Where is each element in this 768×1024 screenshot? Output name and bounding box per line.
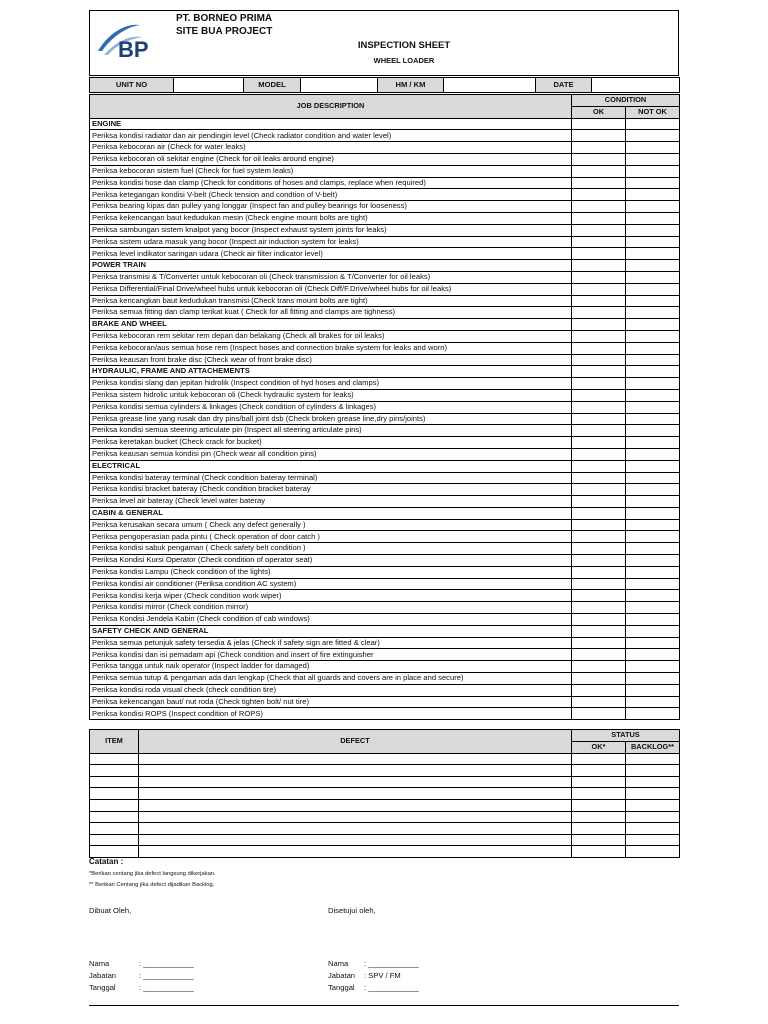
not-ok-cell[interactable] — [626, 283, 680, 295]
header-box — [89, 10, 679, 76]
ok-cell[interactable] — [572, 614, 626, 626]
note-1: *Berikan centang jika defect langsung dikerjakan. — [89, 871, 216, 877]
table-row — [90, 661, 680, 673]
section-row — [90, 625, 680, 637]
job-description: Periksa semua tutup & pengaman ada dan lengkap (Check that all guards and covers are in place and secure) — [90, 673, 572, 685]
ok-cell[interactable] — [572, 602, 626, 614]
not-ok-cell — [626, 260, 680, 272]
not-ok-cell[interactable] — [626, 142, 680, 154]
job-description: Periksa kondisi bracket bateray (Check condition bracket bateray — [90, 484, 572, 496]
not-ok-cell[interactable] — [626, 413, 680, 425]
made-by-label: Dibuat Oleh, — [89, 906, 132, 915]
notes-section — [89, 857, 216, 891]
left-tanggal-label: Tanggal — [89, 983, 116, 992]
section-title: SAFETY CHECK AND GENERAL — [90, 625, 572, 637]
table-row — [90, 153, 680, 165]
table-row — [90, 543, 680, 555]
section-row — [90, 507, 680, 519]
notes-label: Catatan : — [89, 857, 124, 866]
hm-km-label: HM / KM — [378, 78, 444, 93]
not-ok-cell[interactable] — [626, 590, 680, 602]
table-row — [90, 389, 680, 401]
job-description: Periksa semua fitting dan clamp terikat kuat ( Check for all fitting and clamps are tighness) — [90, 307, 572, 319]
status-header: STATUS — [572, 730, 680, 742]
table-row — [90, 673, 680, 685]
table-row — [90, 649, 680, 661]
table-row — [90, 295, 680, 307]
ok-cell[interactable] — [572, 555, 626, 567]
table-row — [90, 212, 680, 224]
not-ok-cell[interactable] — [626, 684, 680, 696]
ok-cell[interactable] — [572, 248, 626, 260]
not-ok-cell — [626, 625, 680, 637]
right-tanggal-field[interactable]: : ____________ — [364, 983, 419, 992]
job-description: Periksa kencangkan baut kedudukan transmisi (Check trans mount bolts are tight) — [90, 295, 572, 307]
table-row — [90, 519, 680, 531]
table-row — [90, 425, 680, 437]
not-ok-cell[interactable] — [626, 189, 680, 201]
table-row — [90, 307, 680, 319]
job-description: Periksa kekencangan baut/ nut roda (Check tighten bolt/ nut tire) — [90, 696, 572, 708]
ok-cell — [572, 118, 626, 130]
right-tanggal-label: Tanggal — [328, 983, 355, 992]
not-ok-cell — [626, 366, 680, 378]
section-row — [90, 319, 680, 331]
right-jabatan-label: Jabatan — [328, 971, 356, 980]
table-row — [90, 776, 680, 788]
not-ok-cell[interactable] — [626, 614, 680, 626]
table-row — [90, 189, 680, 201]
table-row — [90, 834, 680, 846]
job-description: Periksa keausan front brake disc (Check wear of front brake disc) — [90, 354, 572, 366]
not-ok-cell[interactable] — [626, 425, 680, 437]
job-description: Periksa level indikator saringan udara (Check air filter indicator level) — [90, 248, 572, 260]
job-description: Periksa Kondisi Jendela Kabin (Check condition of cab windows) — [90, 614, 572, 626]
unit-no-field[interactable] — [174, 78, 244, 93]
left-signature-block — [89, 958, 194, 994]
date-field[interactable] — [592, 78, 680, 93]
defect-table — [89, 729, 680, 858]
not-ok-cell[interactable] — [626, 401, 680, 413]
defect-rows — [90, 753, 680, 857]
condition-header: CONDITION — [572, 95, 680, 107]
not-ok-cell[interactable] — [626, 248, 680, 260]
table-row — [90, 684, 680, 696]
job-description: Periksa kondisi ROPS (Inspect condition of ROPS) — [90, 708, 572, 720]
ok-cell — [572, 460, 626, 472]
not-ok-cell[interactable] — [626, 354, 680, 366]
job-description: Periksa bearing kipas dan pulley yang longgar (Inspect fan and pulley bearings for looseness) — [90, 201, 572, 213]
section-title: ELECTRICAL — [90, 460, 572, 472]
job-description: Periksa kondisi dan isi pemadam api (Check condition and insert of fire extinguisher — [90, 649, 572, 661]
right-jabatan-field[interactable]: : SPV / FM — [364, 971, 401, 980]
left-jabatan-field[interactable]: : ____________ — [139, 971, 194, 980]
job-description: Periksa kondisi semua steering articulate pin (Inspect all steering articulate pins) — [90, 425, 572, 437]
table-row — [90, 130, 680, 142]
table-row — [90, 823, 680, 835]
table-row — [90, 437, 680, 449]
table-row — [90, 614, 680, 626]
ok-cell[interactable] — [572, 153, 626, 165]
table-row — [90, 401, 680, 413]
table-row — [90, 696, 680, 708]
table-row — [90, 248, 680, 260]
ok-cell[interactable] — [572, 283, 626, 295]
table-row — [90, 531, 680, 543]
job-description: Periksa kondisi roda visual check (check condition tire) — [90, 684, 572, 696]
ok-cell[interactable] — [572, 342, 626, 354]
table-row — [90, 590, 680, 602]
job-description: Periksa semua petunjuk safety tersedia & jelas (Check if safety sign are fitted & clear) — [90, 637, 572, 649]
ok-cell[interactable] — [572, 543, 626, 555]
defect-header: DEFECT — [139, 730, 572, 754]
left-jabatan-label: Jabatan — [89, 971, 117, 980]
table-row — [90, 799, 680, 811]
unit-no-label: UNIT NO — [90, 78, 174, 93]
job-description: Periksa kerusakan secara umum ( Check any defect generally ) — [90, 519, 572, 531]
not-ok-cell[interactable] — [626, 708, 680, 720]
ok-cell[interactable] — [572, 519, 626, 531]
ok-cell[interactable] — [572, 189, 626, 201]
not-ok-cell[interactable] — [626, 531, 680, 543]
table-row — [90, 165, 680, 177]
job-description: Periksa kondisi air conditioner (Periksa condition AC system) — [90, 578, 572, 590]
table-row — [90, 555, 680, 567]
job-description: Periksa kondisi bateray terminal (Check condition bateray terminal) — [90, 472, 572, 484]
job-rows — [90, 118, 680, 720]
section-row — [90, 366, 680, 378]
ok-cell[interactable] — [572, 484, 626, 496]
table-row — [90, 413, 680, 425]
section-row — [90, 260, 680, 272]
ok-cell[interactable] — [572, 413, 626, 425]
ok-cell[interactable] — [572, 330, 626, 342]
job-description: Periksa Differential/Final Drive/wheel hubs untuk kebocoran oli (Check Diff/F.Drive/wheel hubs for oil leaks) — [90, 283, 572, 295]
job-description: Periksa sistem udara masuk yang bocor (Inspect air induction system for leaks) — [90, 236, 572, 248]
not-ok-cell[interactable] — [626, 165, 680, 177]
table-row — [90, 142, 680, 154]
ok-cell[interactable] — [572, 401, 626, 413]
ok-cell[interactable] — [572, 295, 626, 307]
not-ok-cell[interactable] — [626, 448, 680, 460]
not-ok-cell[interactable] — [626, 519, 680, 531]
job-description: Periksa grease line yang rusak dan dry pins/ball joint dsb (Check broken grease line,dry pins/joints) — [90, 413, 572, 425]
job-description: Periksa kebocoran oli sekitar engine (Check for oil leaks around engine) — [90, 153, 572, 165]
ok-cell — [572, 507, 626, 519]
job-description: Periksa kondisi Lampu (Check condition of the lights) — [90, 566, 572, 578]
table-row — [90, 448, 680, 460]
not-ok-cell[interactable] — [626, 578, 680, 590]
ok-cell[interactable] — [572, 142, 626, 154]
table-row — [90, 224, 680, 236]
ok-cell[interactable] — [572, 425, 626, 437]
job-description: Periksa transmisi & T/Converter untuk kebocoran oli (Check transmission & T/Converter for oil leaks) — [90, 271, 572, 283]
ok-cell[interactable] — [572, 684, 626, 696]
ok-cell[interactable] — [572, 708, 626, 720]
not-ok-cell[interactable] — [626, 271, 680, 283]
not-ok-cell[interactable] — [626, 649, 680, 661]
note-2: ** Berikan Centang jika defect dijadikan Backlog. — [89, 882, 215, 888]
job-description: Periksa keausan semua kondisi pin (Check wear all condition pins) — [90, 448, 572, 460]
ok-cell[interactable] — [572, 566, 626, 578]
status-ok-header: OK* — [572, 741, 626, 753]
table-row — [90, 354, 680, 366]
ok-cell[interactable] — [572, 389, 626, 401]
section-title: BRAKE AND WHEEL — [90, 319, 572, 331]
not-ok-cell[interactable] — [626, 177, 680, 189]
not-ok-cell[interactable] — [626, 555, 680, 567]
table-row — [90, 753, 680, 765]
job-description-header: JOB DESCRIPTION — [90, 95, 572, 119]
job-description: Periksa sambungan sistem knalpot yang bocor (Inspect exhaust system joints for leaks) — [90, 224, 572, 236]
table-row — [90, 811, 680, 823]
ok-cell[interactable] — [572, 307, 626, 319]
table-row — [90, 236, 680, 248]
section-row — [90, 118, 680, 130]
job-description: Periksa kondisi radiator dan air pendingin level (Check radiator condition and water level) — [90, 130, 572, 142]
ok-cell[interactable] — [572, 130, 626, 142]
not-ok-cell[interactable] — [626, 566, 680, 578]
not-ok-header: NOT OK — [626, 106, 680, 118]
ok-cell[interactable] — [572, 637, 626, 649]
date-label: DATE — [536, 78, 592, 93]
not-ok-cell[interactable] — [626, 130, 680, 142]
not-ok-cell — [626, 507, 680, 519]
right-nama-label: Nama — [328, 959, 349, 968]
job-description: Periksa kebocoran/aus semua hose rem (Inspect hoses and connection brake system for leaks and worn) — [90, 342, 572, 354]
ok-cell[interactable] — [572, 354, 626, 366]
ok-cell[interactable] — [572, 271, 626, 283]
backlog-header: BACKLOG** — [626, 741, 680, 753]
table-row — [90, 637, 680, 649]
table-row — [90, 846, 680, 858]
job-description: Periksa kondisi kerja wiper (Check condition work wiper) — [90, 590, 572, 602]
table-row — [90, 342, 680, 354]
not-ok-cell[interactable] — [626, 378, 680, 390]
table-row — [90, 496, 680, 508]
ok-cell[interactable] — [572, 212, 626, 224]
not-ok-cell[interactable] — [626, 637, 680, 649]
section-title: HYDRAULIC, FRAME AND ATTACHEMENTS — [90, 366, 572, 378]
job-description: Periksa kebocoran air (Check for water leaks) — [90, 142, 572, 154]
job-description: Periksa sistem hidrolic untuk kebocoran oli (Check hydraulic system for leaks) — [90, 389, 572, 401]
table-row — [90, 271, 680, 283]
not-ok-cell[interactable] — [626, 330, 680, 342]
ok-header: OK — [572, 106, 626, 118]
ok-cell[interactable] — [572, 472, 626, 484]
table-row — [90, 378, 680, 390]
not-ok-cell[interactable] — [626, 484, 680, 496]
table-row — [90, 472, 680, 484]
table-row — [90, 708, 680, 720]
job-description: Periksa kebocoran sistem fuel (Check for fuel system leaks) — [90, 165, 572, 177]
not-ok-cell[interactable] — [626, 307, 680, 319]
job-description: Periksa Kondisi Kursi Operator (Check condition of operator seat) — [90, 555, 572, 567]
ok-cell[interactable] — [572, 649, 626, 661]
ok-cell[interactable] — [572, 165, 626, 177]
not-ok-cell[interactable] — [626, 201, 680, 213]
ok-cell[interactable] — [572, 224, 626, 236]
not-ok-cell[interactable] — [626, 224, 680, 236]
job-description-table — [89, 94, 680, 720]
job-description: Periksa tangga untuk naik operator (Inspect ladder for damaged) — [90, 661, 572, 673]
ok-cell[interactable] — [572, 378, 626, 390]
ok-cell[interactable] — [572, 177, 626, 189]
not-ok-cell — [626, 460, 680, 472]
not-ok-cell[interactable] — [626, 673, 680, 685]
logo-text: BP — [118, 37, 149, 61]
ok-cell[interactable] — [572, 201, 626, 213]
right-nama-field[interactable]: : ____________ — [364, 959, 419, 968]
ok-cell[interactable] — [572, 590, 626, 602]
table-row — [90, 788, 680, 800]
ok-cell[interactable] — [572, 661, 626, 673]
table-row — [90, 578, 680, 590]
page-title: INSPECTION SHEET — [357, 40, 451, 51]
not-ok-cell[interactable] — [626, 661, 680, 673]
not-ok-cell[interactable] — [626, 212, 680, 224]
company-name — [176, 12, 272, 38]
ok-cell[interactable] — [572, 673, 626, 685]
job-description: Periksa kondisi hose dan clamp (Check for conditions of hoses and clamps, replace when required) — [90, 177, 572, 189]
ok-cell[interactable] — [572, 531, 626, 543]
not-ok-cell — [626, 118, 680, 130]
table-row — [90, 283, 680, 295]
job-description: Periksa kondisi semua cylinders & linkages (Check condition of cylinders & linkages) — [90, 401, 572, 413]
not-ok-cell[interactable] — [626, 295, 680, 307]
table-row — [90, 201, 680, 213]
not-ok-cell[interactable] — [626, 342, 680, 354]
job-description: Periksa kondisi mirror (Check condition mirror) — [90, 602, 572, 614]
table-row — [90, 602, 680, 614]
left-tanggal-field[interactable]: : ____________ — [139, 983, 194, 992]
not-ok-cell — [626, 319, 680, 331]
job-description: Periksa kekencangan baut kedudukan mesin (Check engine mount bolts are tight) — [90, 212, 572, 224]
job-description: Periksa keretakan bucket (Check crack for bucket) — [90, 437, 572, 449]
ok-cell[interactable] — [572, 496, 626, 508]
ok-cell — [572, 625, 626, 637]
ok-cell[interactable] — [572, 578, 626, 590]
job-description: Periksa ketegangan kondisi V-belt (Check tension and condtion of V-belt) — [90, 189, 572, 201]
not-ok-cell[interactable] — [626, 389, 680, 401]
table-row — [90, 484, 680, 496]
model-label: MODEL — [244, 78, 301, 93]
not-ok-cell[interactable] — [626, 236, 680, 248]
ok-cell[interactable] — [572, 437, 626, 449]
page-subtitle: WHEEL LOADER — [373, 56, 435, 65]
not-ok-cell[interactable] — [626, 153, 680, 165]
not-ok-cell[interactable] — [626, 472, 680, 484]
table-row — [90, 177, 680, 189]
unit-info-table — [89, 77, 680, 93]
ok-cell — [572, 260, 626, 272]
job-description: Periksa level air bateray (Check level water bateray — [90, 496, 572, 508]
model-field[interactable] — [301, 78, 378, 93]
ok-cell — [572, 366, 626, 378]
not-ok-cell[interactable] — [626, 496, 680, 508]
right-signature-block — [328, 958, 419, 994]
ok-cell[interactable] — [572, 236, 626, 248]
company-logo — [96, 17, 170, 61]
section-row — [90, 460, 680, 472]
table-row — [90, 330, 680, 342]
not-ok-cell[interactable] — [626, 602, 680, 614]
not-ok-cell[interactable] — [626, 437, 680, 449]
ok-cell[interactable] — [572, 696, 626, 708]
item-header: ITEM — [90, 730, 139, 754]
ok-cell[interactable] — [572, 448, 626, 460]
bottom-rule — [89, 1005, 679, 1006]
approved-by-label: Disetujui oleh, — [328, 906, 376, 915]
section-title: CABIN & GENERAL — [90, 507, 572, 519]
table-row — [90, 566, 680, 578]
job-description: Periksa pengoperasian pada pintu ( Check operation of door catch ) — [90, 531, 572, 543]
section-title: ENGINE — [90, 118, 572, 130]
not-ok-cell[interactable] — [626, 696, 680, 708]
job-description: Periksa kebocoran rem sekitar rem depan dan belakang (Check all brakes for oil leaks) — [90, 330, 572, 342]
section-title: POWER TRAIN — [90, 260, 572, 272]
job-description: Periksa kondisi sabuk pengaman ( Check safety belt condition ) — [90, 543, 572, 555]
not-ok-cell[interactable] — [626, 543, 680, 555]
table-row — [90, 765, 680, 777]
company-label: PT. BORNEO PRIMA — [176, 13, 273, 24]
left-nama-label: Nama — [89, 959, 110, 968]
left-nama-field[interactable]: : ____________ — [139, 959, 194, 968]
hm-km-field[interactable] — [444, 78, 536, 93]
site-label: SITE BUA PROJECT — [176, 26, 273, 37]
job-description: Periksa kondisi slang dan jepitan hidrolik (Inspect condition of hyd hoses and clamps) — [90, 378, 572, 390]
ok-cell — [572, 319, 626, 331]
